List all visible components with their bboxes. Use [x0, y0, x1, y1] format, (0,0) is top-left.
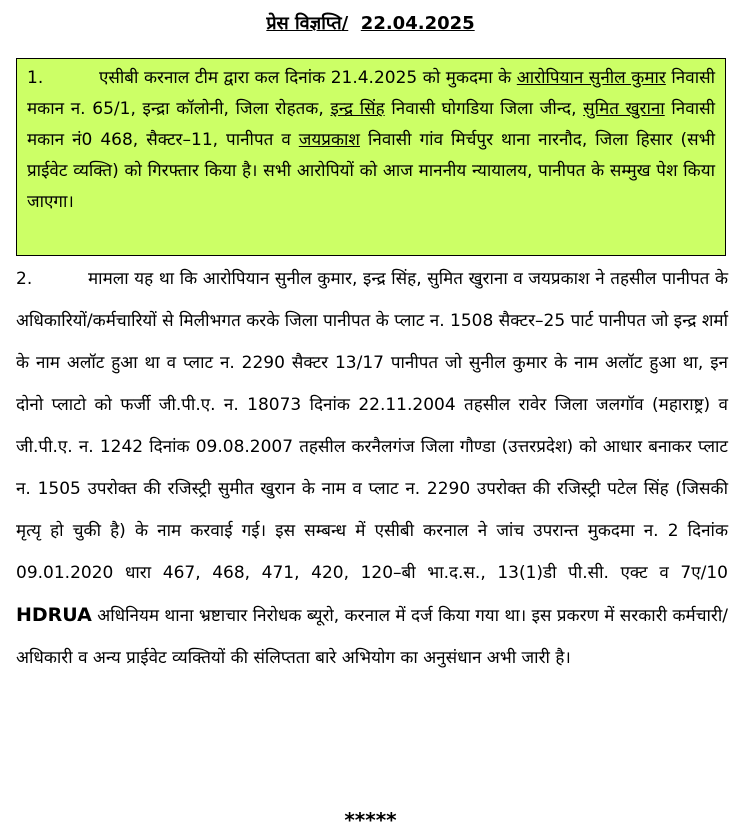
press-release-title — [0, 10, 741, 38]
paragraph-1-text-a: एसीबी करनाल टीम द्वारा कल दिनांक 21.4.2025 को मुकदमा के — [99, 68, 517, 88]
paragraph-2-text-a: मामला यह था कि आरोपियान सुनील कुमार, इन्द्र सिंह, सुमित खुराना व जयप्रकाश ने तहसील पानीपत के अधिकारियों/कर्मचारियों से मिलीभगत करके जिला पानीपत के प्लाट न. 1508 सैक्टर–25 पार्ट पानीपत जो इन्द्र शर्मा के नाम अलॉट हुआ था व प्लाट न. 2290 सैक्टर 13/17 पानीपत जो सुनील कुमार के नाम अलॉट हुआ था, इन दोनो प्लाटो को फर्जी जी.पी.ए. न. 18073 दिनांक 22.11.2004 तहसील रावेर जिला जलगॉव (महाराष्ट्र) व जी.पी.ए. न. 1242 दिनांक 09.08.2007 तहसील करनैलगंज जिला गौण्डा (उत्तरप्रदेश) को आधार बनाकर प्लाट न. 1505 उपरोक्त की रजिस्ट्री सुमीत खुरान के नाम व प्लाट न. 2290 उपरोक्त की रजिस्ट्री पटेल सिंह (जिसकी मृत्यृ हो चुकी है) के नाम करवाई गई। इस सम्बन्ध में एसीबी करनाल ने जांच उपरान्त मुकदमा न. 2 दिनांक 09.01.2020 धारा 467, 468, 471, 420, 120–बी भा.द.स., 13(1)डी पी.सी. एक्ट व 7ए/10 — [16, 269, 728, 583]
title-date: 22.04.2025 — [360, 13, 475, 34]
paragraph-2 — [16, 258, 728, 679]
accused-name-3: सुमित खुराना — [583, 99, 665, 119]
accused-name-2: इन्द्र सिंह — [330, 99, 385, 119]
paragraph-1-text-b: निवासी मकान न. 65/1, इन्द्रा कॉलोनी, जिला रोहतक, — [27, 68, 715, 119]
paragraph-1-text-e: निवासी गांव मिर्चपुर थाना नारनौद, जिला हिसार (सभी प्राईवेट व्यक्ति) को गिरफ्तार किया है। सभी आरोपियों को आज माननीय न्यायालय, पानीपत के सम्मुख पेश किया जाएगा। — [27, 130, 715, 212]
paragraph-1-text-c: निवासी घोगडिया जिला जीन्द, — [384, 99, 584, 119]
accused-name-4: जयप्रकाश — [298, 130, 360, 150]
accused-name-1: आरोपियान सुनील कुमार — [516, 68, 666, 88]
paragraph-2-number: 2. — [16, 269, 33, 289]
paragraph-1-highlight-box — [16, 58, 726, 256]
paragraph-1-text-d: निवासी मकान नं0 468, सैक्टर–11, पानीपत व — [27, 99, 715, 150]
paragraph-1-number: 1. — [27, 68, 44, 88]
title-separator: / — [341, 13, 349, 34]
paragraph-2-text-b: अधिनियम थाना भ्रष्टाचार निरोधक ब्यूरो, करनाल में दर्ज किया गया था। इस प्रकरण में सरकारी कर्मचारी/अधिकारी व अन्य प्राईवेट व्यक्तियों की संलिप्तता बारे अभियोग का अनुसंधान अभी जारी है। — [16, 606, 728, 668]
act-code: HDRUA — [16, 604, 92, 626]
title-text: प्रेस विज्ञप्ति — [266, 13, 342, 34]
end-marker: ***** — [344, 808, 397, 832]
